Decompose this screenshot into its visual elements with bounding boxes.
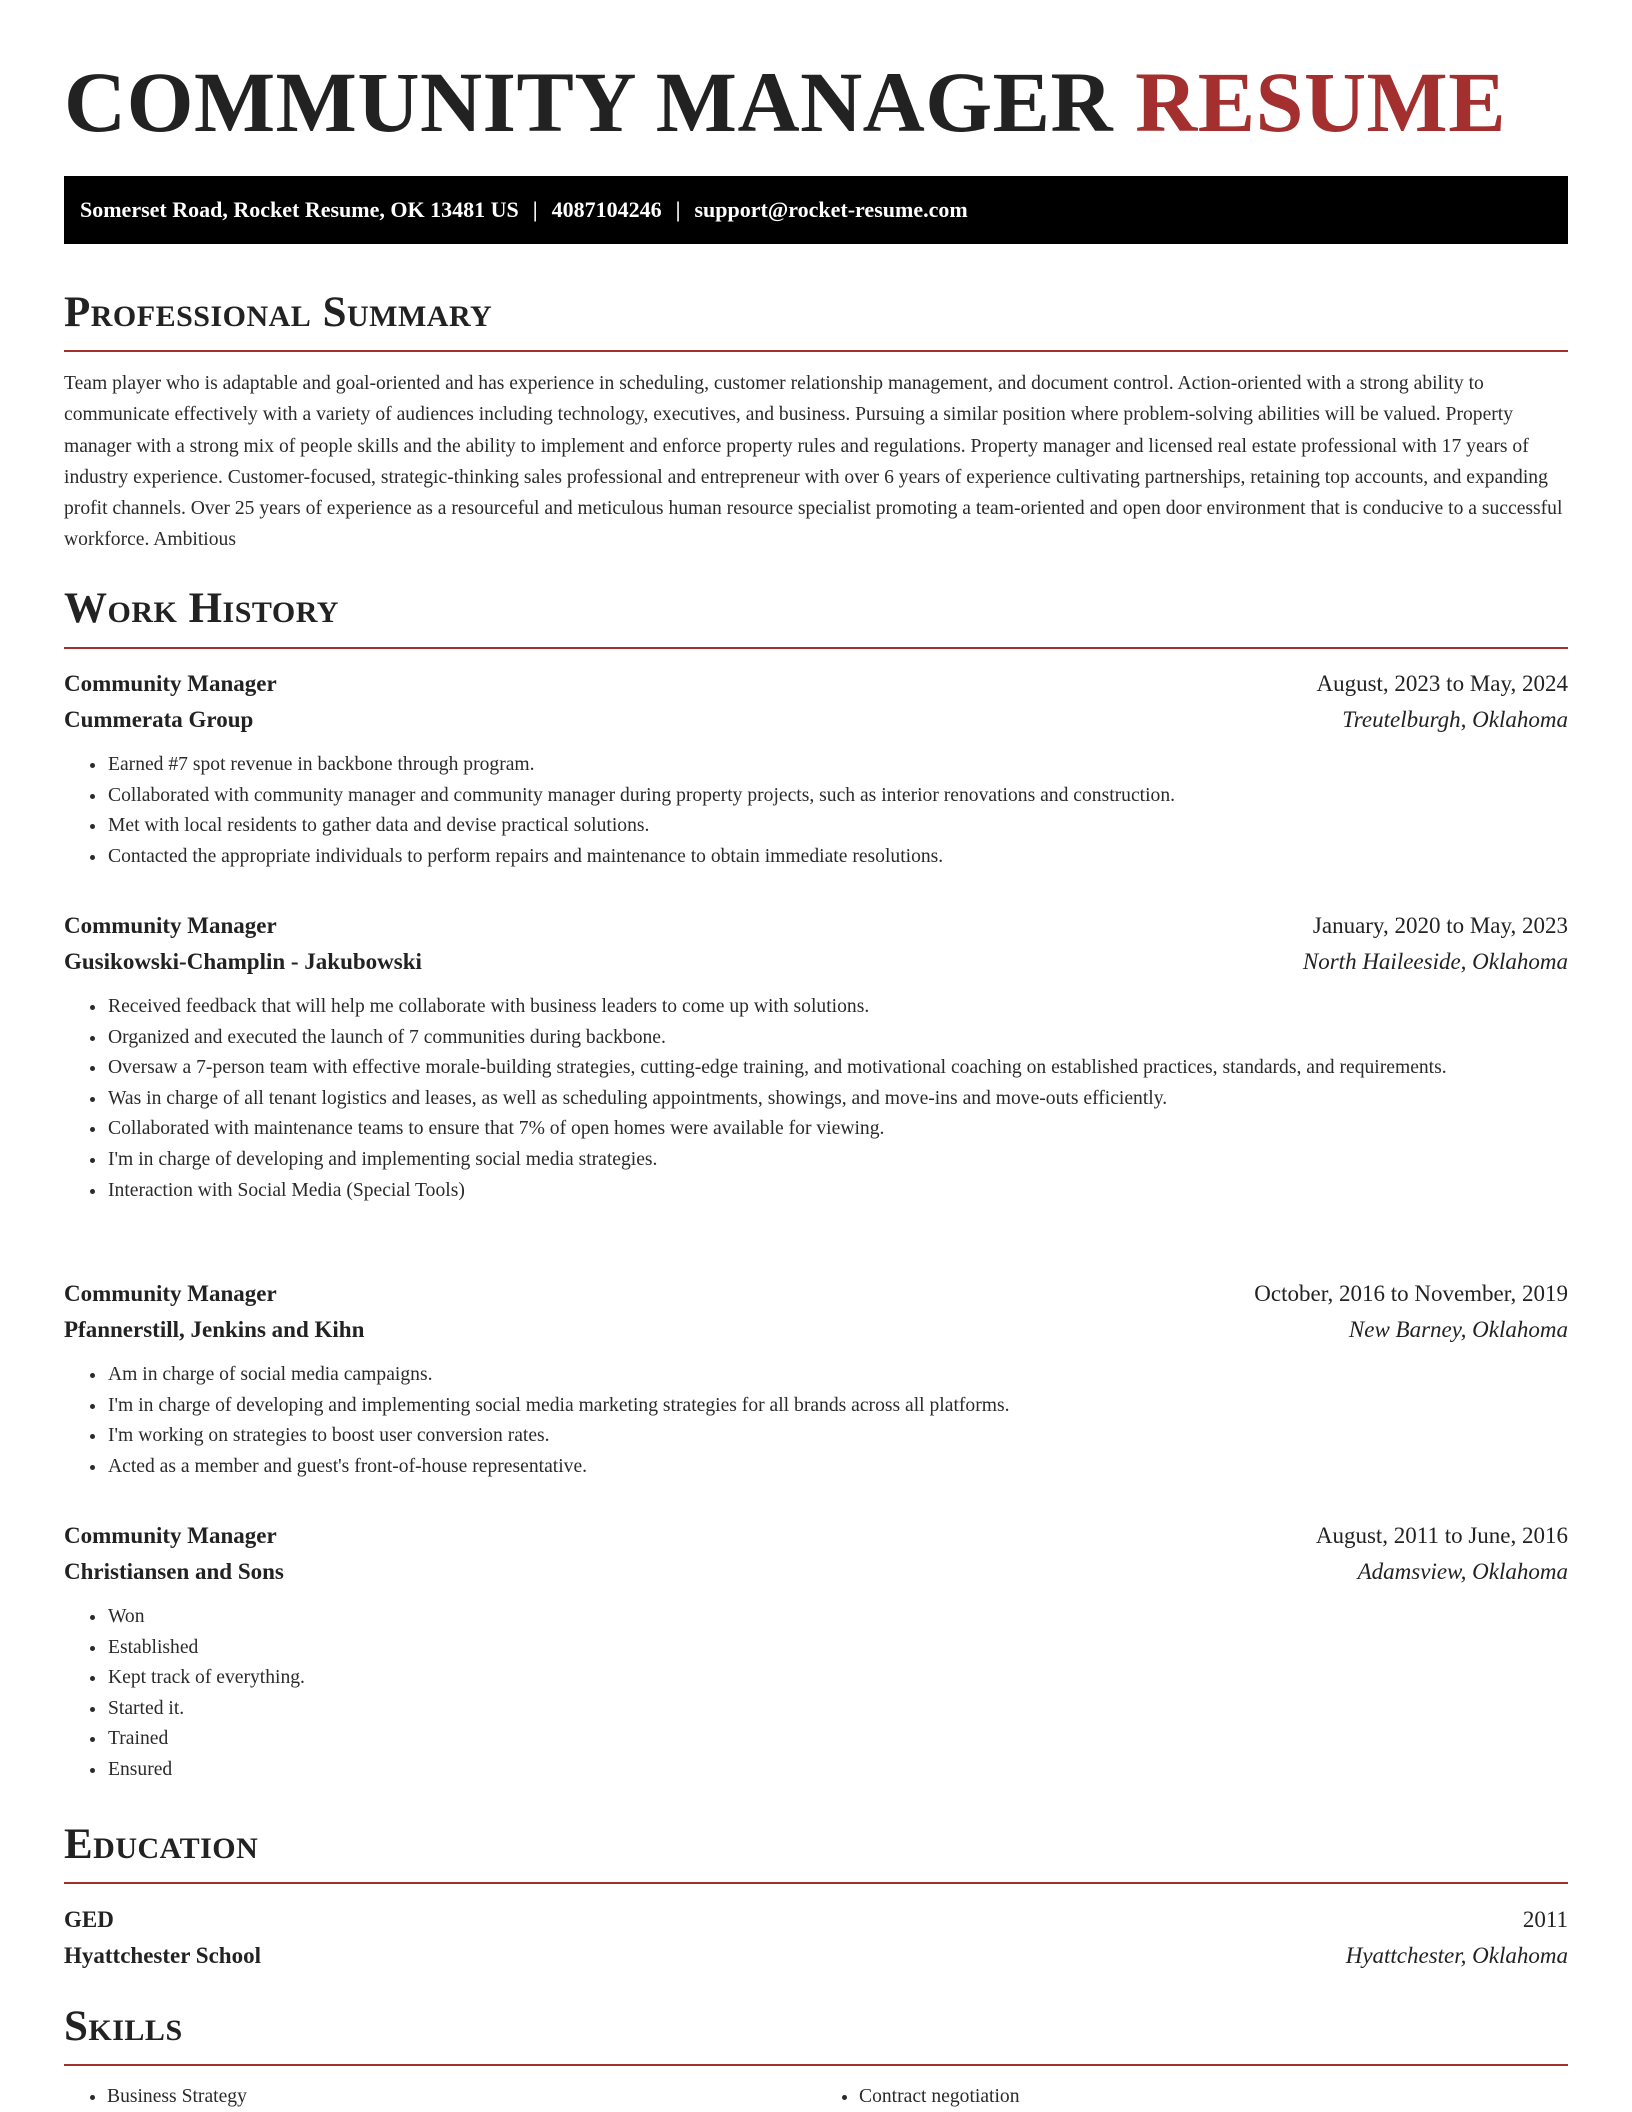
education-degree: GED <box>64 1907 114 1932</box>
summary-heading: Professional Summary <box>64 289 493 336</box>
summary-text: Team player who is adaptable and goal-oriented and has experience in scheduling, customer relationship management, and document control. Action-oriented with a strong ability to communicate effectively with a variety of audiences including technology, executives, and business. Pursuing a similar position where problem-solving abilities will be valued. Property manager with a strong mix of people skills and the ability to implement and enforce property rules and regulations. Property manager and licensed real estate professional with 17 years of industry experience. Customer-focused, strategic-thinking sales professional and entrepreneur with over 6 years of experience cultivating partnerships, retaining top accounts, and expanding profit channels. Over 25 years of experience as a resourceful and meticulous human resource specialist promoting a team-oriented and open door environment that is conducive to a successful workforce. Ambitious <box>64 373 1563 551</box>
title-main: COMMUNITY MANAGER <box>64 54 1114 150</box>
job-dates: August, 2023 to May, 2024 <box>1316 671 1568 696</box>
skill-item: • Contract negotiation <box>859 2082 1568 2112</box>
job-company: Gusikowski-Champlin - Jakubowski <box>64 949 422 974</box>
job-bullets <box>64 750 1568 872</box>
work-history-heading: Work History <box>64 585 339 632</box>
job-bullet: • Received feedback that will help me collaborate with business leaders to come up with solutions. <box>107 992 1568 1023</box>
job-dates: October, 2016 to November, 2019 <box>1254 1281 1568 1306</box>
job-entry <box>64 1518 1568 1786</box>
job-bullet: • Was in charge of all tenant logistics and leases, as well as scheduling appointments, showings, and move-ins and move-outs efficiently. <box>107 1084 1568 1115</box>
contact-address: Somerset Road, Rocket Resume, OK 13481 US <box>80 197 519 222</box>
job-bullets <box>64 1360 1568 1482</box>
education-heading: Education <box>64 1821 259 1868</box>
job-dates: January, 2020 to May, 2023 <box>1312 913 1568 938</box>
skills-heading: Skills <box>64 2003 183 2050</box>
job-entry <box>64 908 1568 1206</box>
job-bullet: • Interaction with Social Media (Special Tools) <box>107 1176 1568 1207</box>
job-role: Community Manager <box>64 1523 277 1548</box>
job-bullet: • Earned #7 spot revenue in backbone through program. <box>107 750 1568 781</box>
job-bullets <box>64 992 1568 1206</box>
job-entry <box>64 1276 1568 1482</box>
job-bullet: • Kept track of everything. <box>107 1663 1568 1694</box>
education-school: Hyattchester School <box>64 1943 261 1968</box>
job-location: Adamsview, Oklahoma <box>1357 1559 1568 1584</box>
job-location: North Haileeside, Oklahoma <box>1302 949 1568 974</box>
job-bullet: • Ensured <box>107 1755 1568 1786</box>
job-role: Community Manager <box>64 1281 277 1306</box>
job-company: Cummerata Group <box>64 707 254 732</box>
job-entry <box>64 666 1568 872</box>
education-year: 2011 <box>1522 1907 1568 1932</box>
job-bullet: • Won <box>107 1602 1568 1633</box>
job-location: Treutelburgh, Oklahoma <box>1342 707 1568 732</box>
job-bullet: • Acted as a member and guest's front-of-house representative. <box>107 1452 1568 1483</box>
contact-separator: | <box>532 197 538 222</box>
job-bullet: • I'm in charge of developing and implementing social media marketing strategies for all brands across all platforms. <box>107 1391 1568 1422</box>
job-bullet: • Trained <box>107 1724 1568 1755</box>
job-bullet: • Met with local residents to gather data and devise practical solutions. <box>107 811 1568 842</box>
job-company: Christiansen and Sons <box>64 1559 284 1584</box>
contact-separator: | <box>675 197 681 222</box>
job-bullet: • Organized and executed the launch of 7 communities during backbone. <box>107 1023 1568 1054</box>
job-bullet: • Collaborated with maintenance teams to ensure that 7% of open homes were available for viewing. <box>107 1114 1568 1145</box>
job-bullet: • Am in charge of social media campaigns. <box>107 1360 1568 1391</box>
section-divider <box>64 350 1568 352</box>
skills-column-left <box>64 2082 816 2112</box>
job-company: Pfannerstill, Jenkins and Kihn <box>64 1317 365 1342</box>
job-bullet: • Contacted the appropriate individuals to perform repairs and maintenance to obtain immediate resolutions. <box>107 842 1568 873</box>
skills-list <box>64 2082 1568 2112</box>
skills-column-right <box>816 2082 1568 2112</box>
job-bullet: • I'm working on strategies to boost user conversion rates. <box>107 1421 1568 1452</box>
skill-item: • Business Strategy <box>107 2082 816 2112</box>
section-divider <box>64 1882 1568 1884</box>
section-divider <box>64 647 1568 649</box>
job-role: Community Manager <box>64 913 277 938</box>
section-divider <box>64 2064 1568 2066</box>
job-dates: August, 2011 to June, 2016 <box>1315 1523 1568 1548</box>
job-bullet: • Oversaw a 7-person team with effective morale-building strategies, cutting-edge training, and motivational coaching on established practices, standards, and requirements. <box>107 1053 1568 1084</box>
job-bullet: • Established <box>107 1633 1568 1664</box>
title-accent: RESUME <box>1135 54 1507 150</box>
resume-title <box>64 52 1506 152</box>
contact-bar <box>64 176 1568 244</box>
job-bullet: • I'm in charge of developing and implementing social media strategies. <box>107 1145 1568 1176</box>
contact-email: support@rocket-resume.com <box>694 197 968 222</box>
job-role: Community Manager <box>64 671 277 696</box>
education-location: Hyattchester, Oklahoma <box>1345 1943 1568 1968</box>
job-bullet: • Started it. <box>107 1694 1568 1725</box>
contact-phone: 4087104246 <box>551 197 662 222</box>
education-entry <box>64 1902 1568 1974</box>
job-location: New Barney, Oklahoma <box>1348 1317 1568 1342</box>
job-bullet: • Collaborated with community manager and community manager during property projects, such as interior renovations and construction. <box>107 781 1568 812</box>
job-bullets <box>64 1602 1568 1786</box>
